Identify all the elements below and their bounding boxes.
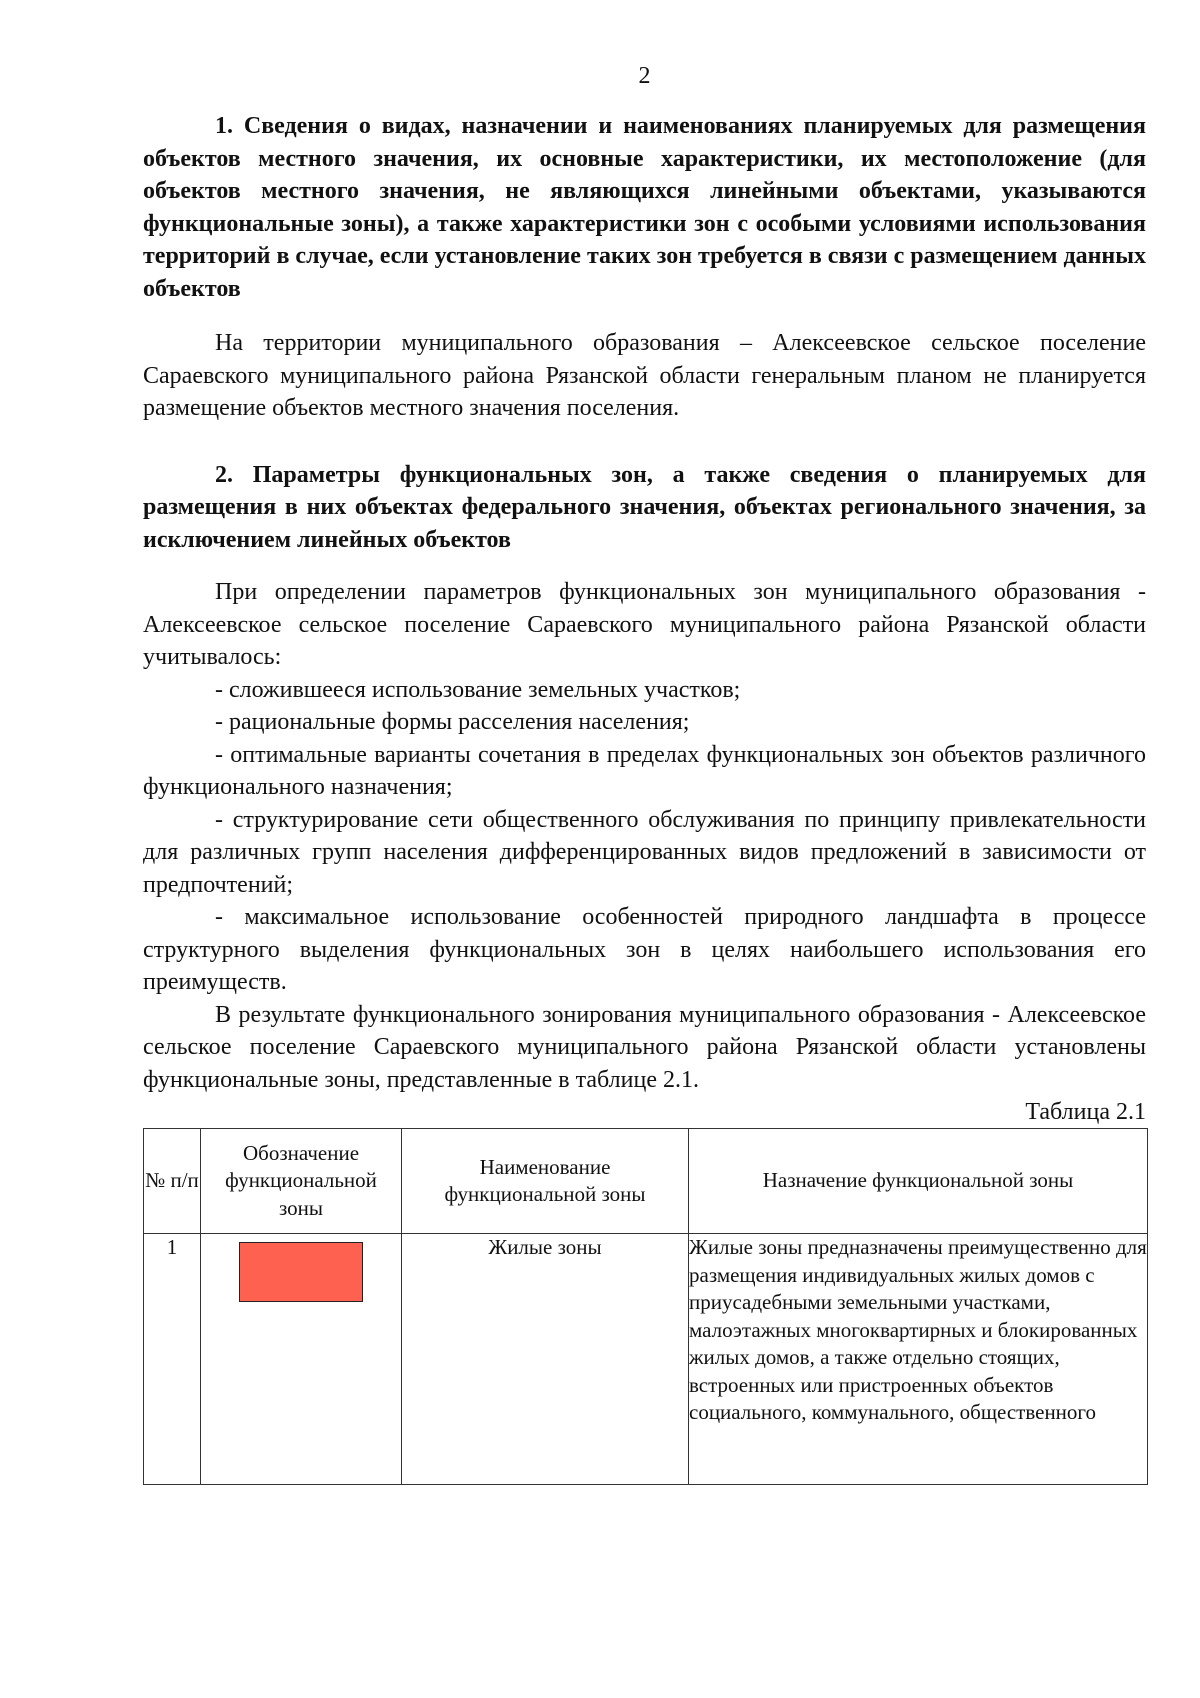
section-2-intro: При определении параметров функциональных зон муниципального образования - Алексеевское сельское поселение Сараевского муниципального района Рязанской области учитывалось: [143, 579, 1146, 670]
section-2-heading: 2. Параметры функциональных зон, а также сведения о планируемых для размещения в них объектах федерального значения, объектах регионального значения, за исключением линейных объектов [143, 461, 1146, 553]
list-item: - максимальное использование особенностей природного ландшафта в процессе структурного выделения функциональных зон в целях наибольшего использования его преимуществ. [143, 904, 1146, 995]
table-row [144, 1234, 1148, 1485]
header-purpose: Назначение функциональной зоны [689, 1129, 1148, 1234]
header-number: № п/п [144, 1129, 201, 1234]
list-item: - структурирование сети общественного обслуживания по принципу привлекательности для различных групп населения дифференцированных видов предложений в зависимости от предпочтений; [143, 806, 1146, 898]
row-symbol-cell [201, 1234, 402, 1485]
table-caption: Таблица 2.1 [1025, 1099, 1146, 1125]
row-zone-purpose: Жилые зоны предназначены преимущественно для размещения индивидуальных жилых домов с приусадебными земельными участками, малоэтажных многоквартирных и блокированных жилых домов, а также отдельно стоящих, встроенных или пристроенных объектов социального, коммунального, общественного [689, 1234, 1148, 1485]
header-name: Наименование функциональной зоны [402, 1129, 689, 1234]
row-number: 1 [144, 1234, 201, 1485]
section-1-paragraph: На территории муниципального образования – Алексеевское сельское поселение Сараевского муниципального района Рязанской области генеральным планом не планируется размещение объектов местного значения поселения. [143, 330, 1146, 421]
residential-zone-swatch [239, 1242, 363, 1302]
section-2-result: В результате функционального зонирования муниципального образования - Алексеевское сельское поселение Сараевского муниципального района Рязанской области установлены функциональные зоны, представленные в таблице 2.1. [143, 1001, 1146, 1093]
section-1-heading: 1. Сведения о видах, назначении и наименованиях планируемых для размещения объектов местного значения, их основные характеристики, их местоположение (для объектов местного значения, не являющихся линейными объектами, указываются функциональные зоны), а также характеристики зон с особыми условиями использования территорий в случае, если установление таких зон требуется в связи с размещением данных объектов [143, 113, 1146, 302]
list-item: - оптимальные варианты сочетания в пределах функциональных зон объектов различного функционального назначения; [143, 741, 1146, 800]
page-number: 2 [638, 63, 651, 89]
header-symbol: Обозначение функциональной зоны [201, 1129, 402, 1234]
table-header-row [144, 1129, 1148, 1234]
document-page [143, 62, 1146, 1485]
row-zone-name: Жилые зоны [402, 1234, 689, 1485]
functional-zones-table [143, 1128, 1148, 1485]
list-item: - рациональные формы расселения населения; [215, 709, 690, 735]
list-item: - сложившееся использование земельных участков; [215, 676, 741, 703]
